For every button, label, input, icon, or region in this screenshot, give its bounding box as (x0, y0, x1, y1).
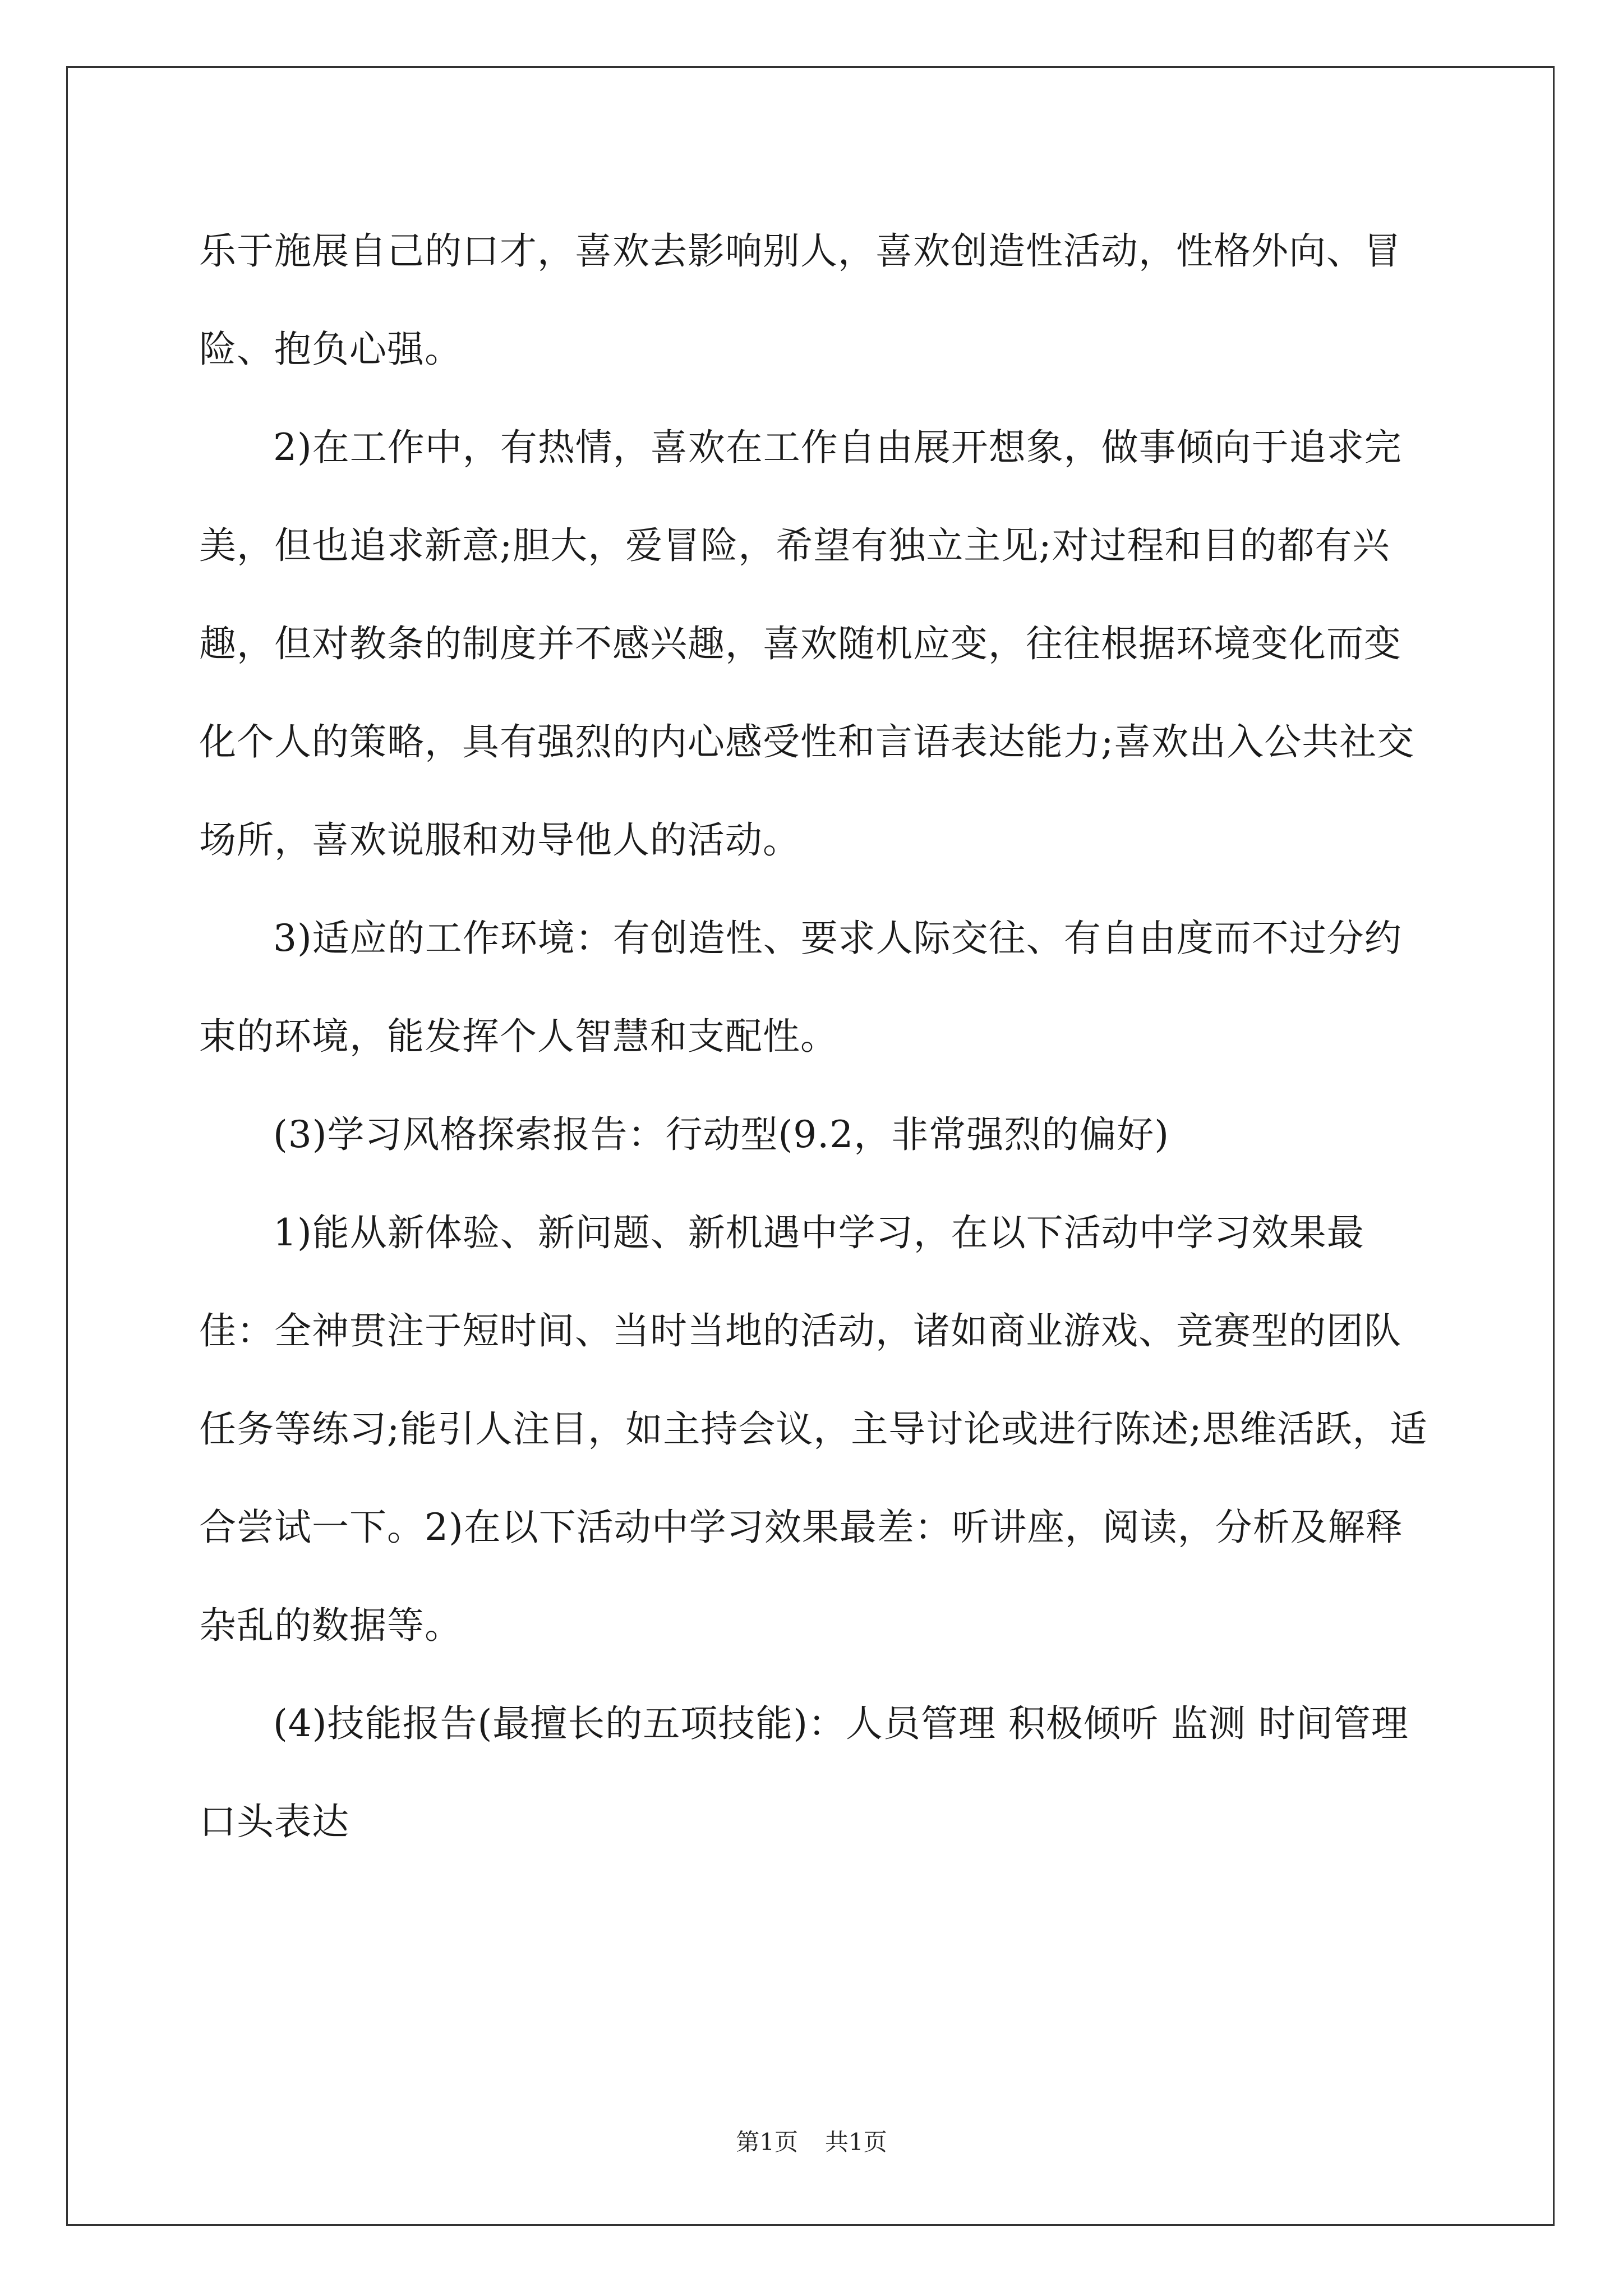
page-number: 第1页 (736, 2128, 798, 2156)
document-body (199, 202, 1433, 1871)
paragraph-3: 3)适应的工作环境：有创造性、要求人际交往、有自由度而不过分约束的环境，能发挥个人智慧和支配性。 (199, 917, 1402, 1058)
paragraph-5: 1)能从新体验、新问题、新机遇中学习，在以下活动中学习效果最佳：全神贯注于短时间、当时当地的活动，诸如商业游戏、竞赛型的团队任务等练习;能引人注目，如主持会议，主导讨论或进行陈述;思维活跃，适合尝试一下。2)在以下活动中学习效果最差：听讲座，阅读，分析及解释杂乱的数据等。 (199, 1211, 1428, 1647)
paragraph-6: (4)技能报告(最擅长的五项技能)：人员管理 积极倾听 监测 时间管理 口头表达 (199, 1702, 1409, 1843)
page-footer (0, 2124, 1623, 2157)
paragraph-1: 乐于施展自己的口才，喜欢去影响别人，喜欢创造性活动，性格外向、冒险、抱负心强。 (199, 229, 1401, 371)
page-total: 共1页 (825, 2128, 887, 2156)
paragraph-2: 2)在工作中，有热情，喜欢在工作自由展开想象，做事倾向于追求完美，但也追求新意;胆大，爱冒险，希望有独立主见;对过程和目的都有兴趣，但对教条的制度并不感兴趣，喜欢随机应变，往往根据环境变化而变化个人的策略，具有强烈的内心感受性和言语表达能力;喜欢出入公共社交场所，喜欢说服和劝导他人的活动。 (199, 426, 1415, 862)
paragraph-4: (3)学习风格探索报告：行动型(9.2，非常强烈的偏好) (273, 1113, 1169, 1156)
